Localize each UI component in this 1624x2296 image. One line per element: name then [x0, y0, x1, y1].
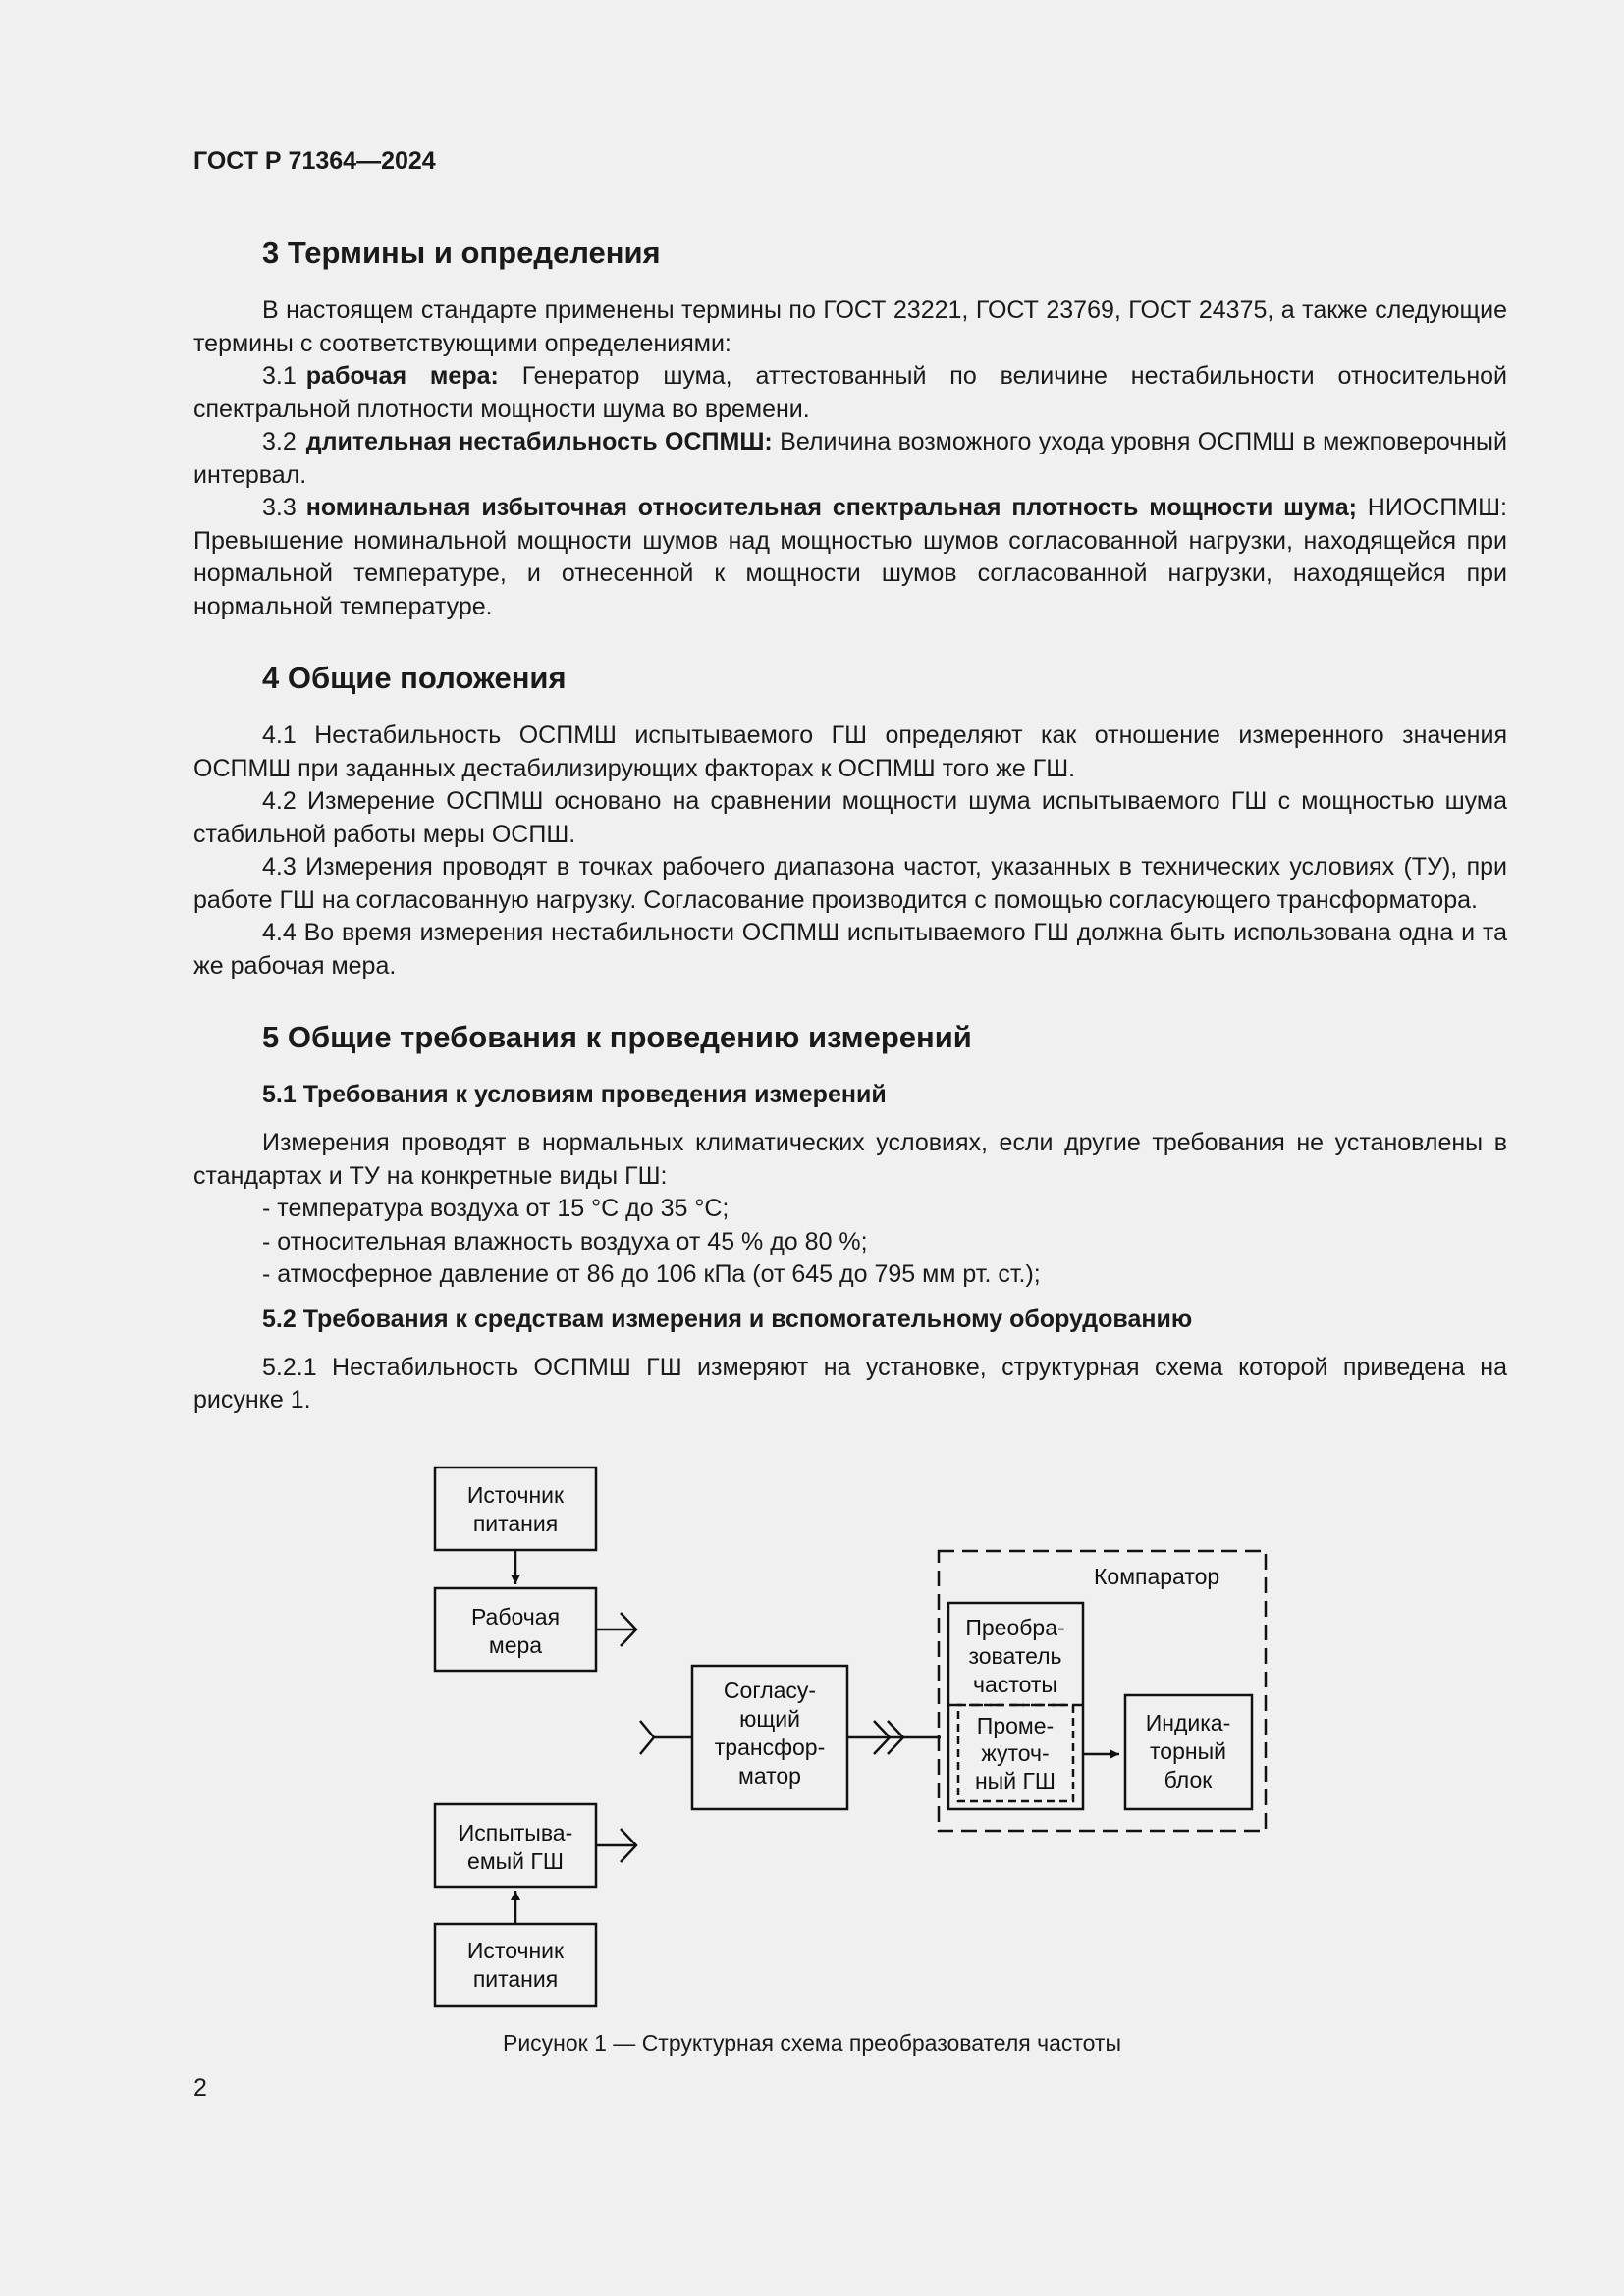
ind-label-1: Индика-: [1145, 1710, 1231, 1735]
section-5: [193, 1018, 1507, 1417]
main-content: [193, 234, 1507, 1417]
dut-block: [435, 1804, 596, 1887]
document-header: ГОСТ Р 71364—2024: [193, 147, 436, 175]
match-label-3: трансфор-: [714, 1735, 826, 1760]
term-3-1: 3.1 рабочая мера: Генератор шума, аттестованный по величине нестабильности относительной спектральной плотности мощности шума во времени.: [193, 362, 1508, 423]
section-3-title: 3 Термины и определения: [262, 236, 661, 270]
section-5-title: 5 Общие требования к проведению измерений: [262, 1020, 972, 1054]
psu1-label-2: питания: [472, 1511, 559, 1536]
conv-label-1: Преобра-: [965, 1615, 1065, 1640]
para-5-1: Измерения проводят в нормальных климатических условиях, если другие требования не установлены в стандартах и ТУ на конкретные виды ГШ:: [193, 1129, 1507, 1190]
list-item: - атмосферное давление от 86 до 106 кПа (от 645 до 795 мм рт. ст.);: [262, 1260, 1041, 1288]
dut-label-1: Испытыва-: [458, 1820, 573, 1845]
psu2-label-2: питания: [472, 1966, 559, 1992]
section-5-1-title: 5.1 Требования к условиям проведения измерений: [262, 1081, 887, 1108]
psu1-block: [435, 1468, 596, 1550]
inter-label-2: жуточ-: [981, 1740, 1050, 1766]
work-label-1: Рабочая: [470, 1604, 561, 1629]
match-label-2: ющий: [739, 1706, 800, 1732]
comparator-label: Компаратор: [1094, 1564, 1220, 1589]
list-item: - температура воздуха от 15 °С до 35 °С;: [262, 1195, 730, 1222]
term-3-3: 3.3 номинальная избыточная относительная спектральная плотность мощности шума; НИОСПМШ: Превышение номинальной мощности шумов над мощностью шумов согласованной нагрузки, находящейся при нормальной температуре, и отнесенной к мощности шумов согласованной нагрузки, находящейся при нормальной температуре.: [193, 494, 1507, 620]
para-5-2-1: 5.2.1 Нестабильность ОСПМШ ГШ измеряют на установке, структурная схема которой приведена на рисунке 1.: [193, 1353, 1507, 1414]
inter-label-1: Проме-: [976, 1713, 1055, 1738]
section-3: [193, 234, 1507, 623]
psu2-label-1: Источник: [466, 1938, 565, 1963]
psu1-label-1: Источник: [466, 1482, 565, 1508]
section-4-title: 4 Общие положения: [262, 661, 567, 695]
ind-label-2: торный: [1150, 1738, 1226, 1764]
psu2-block: [435, 1924, 596, 2006]
para-4-3: 4.3 Измерения проводят в точках рабочего диапазона частот, указанных в технических условиях (ТУ), при работе ГШ на согласованную нагрузку. Согласование производится с помощью согласующего трансформатора.: [193, 853, 1507, 914]
structure-diagram: [0, 1453, 1624, 2042]
conv-label-3: частоты: [973, 1672, 1057, 1697]
ind-label-3: блок: [1164, 1767, 1213, 1792]
para-4-1: 4.1 Нестабильность ОСПМШ испытываемого ГШ определяют как отношение измеренного значения ОСПМШ при заданных дестабилизирующих факторах к ОСПМШ того же ГШ.: [193, 721, 1507, 782]
section-3-intro: В настоящем стандарте применены термины по ГОСТ 23221, ГОСТ 23769, ГОСТ 24375, а также следующие термины с соответствующими определениями:: [193, 296, 1507, 357]
work-label-2: мера: [488, 1632, 543, 1658]
match-label-4: матор: [738, 1763, 801, 1789]
dut-label-2: емый ГШ: [467, 1848, 564, 1874]
para-4-4: 4.4 Во время измерения нестабильности ОСПМШ испытываемого ГШ должна быть использована одна и та же рабочая мера.: [193, 919, 1507, 980]
section-5-2-title: 5.2 Требования к средствам измерения и вспомогательному оборудованию: [262, 1305, 1193, 1333]
inter-label-3: ный ГШ: [974, 1768, 1056, 1793]
list-item: - относительная влажность воздуха от 45 % до 80 %;: [262, 1227, 868, 1255]
section-4: [193, 659, 1507, 983]
term-3-2: 3.2 длительная нестабильность ОСПМШ: Величина возможного ухода уровня ОСПМШ в межповерочный интервал.: [193, 428, 1507, 489]
match-label-1: Согласу-: [723, 1678, 817, 1703]
conv-label-2: зователь: [968, 1643, 1062, 1669]
figure-caption: Рисунок 1 — Структурная схема преобразователя частоты: [502, 2030, 1122, 2056]
work-measure-block: [435, 1588, 596, 1671]
page-number: 2: [193, 2074, 207, 2102]
para-4-2: 4.2 Измерение ОСПМШ основано на сравнении мощности шума испытываемого ГШ с мощностью шума стабильной работы меры ОСПШ.: [193, 787, 1507, 848]
